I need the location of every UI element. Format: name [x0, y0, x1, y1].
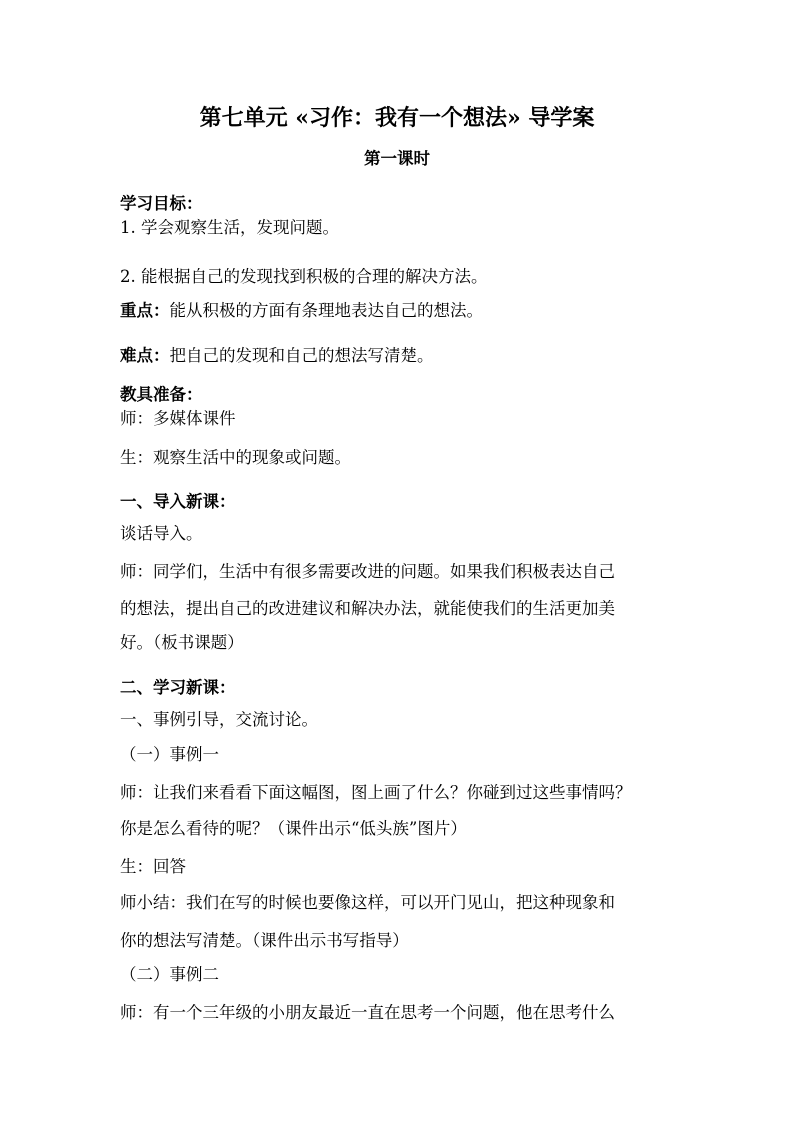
section1-heading: 一、导入新课： — [120, 492, 236, 511]
objective-1: 1. 学会观察生活，发现问题。 — [120, 218, 339, 237]
objectives-heading: 学习目标： — [120, 194, 203, 213]
section2-subheading: 一、事例引导，交流讨论。 — [120, 710, 318, 729]
materials-student: 生：观察生活中的现象或问题。 — [120, 448, 351, 467]
key-point-label: 重点： — [120, 301, 170, 320]
example1-line-2: 你是怎么看待的呢？（课件出示“低头族”图片） — [120, 819, 467, 838]
example1-student: 生：回答 — [120, 857, 186, 876]
difficulty — [120, 345, 434, 367]
key-point-text: 能从积极的方面有条理地表达自己的想法。 — [169, 301, 483, 320]
section1-paragraph-line-1: 师：同学们，生活中有很多需要改进的问题。如果我们积极表达自己 — [120, 562, 615, 581]
section2-heading: 二、学习新课： — [120, 678, 236, 697]
materials-heading: 教具准备： — [120, 385, 203, 404]
document-title: 第七单元 «习作：我有一个想法» 导学案 — [199, 105, 595, 131]
example1-label: （一）事例一 — [120, 745, 219, 764]
example2-label: （二）事例二 — [120, 965, 219, 984]
summary-line-1: 师小结：我们在写的时候也要像这样，可以开门见山，把这种现象和 — [120, 893, 615, 912]
example2-line-1: 师：有一个三年级的小朋友最近一直在思考一个问题，他在思考什么 — [120, 1003, 615, 1022]
section1-paragraph-line-3: 好。（板书课题） — [120, 633, 244, 652]
key-point — [120, 300, 483, 322]
difficulty-text: 把自己的发现和自己的想法写清楚。 — [169, 346, 434, 365]
materials-teacher: 师：多媒体课件 — [120, 409, 236, 428]
summary-line-2: 你的想法写清楚。（课件出示书写指导） — [120, 931, 409, 950]
difficulty-label: 难点： — [120, 346, 170, 365]
example1-line-1: 师：让我们来看看下面这幅图，图上画了什么？你碰到过这些事情吗？ — [120, 783, 632, 802]
document-subtitle: 第一课时 — [364, 149, 430, 168]
objective-2: 2. 能根据自己的发现找到积极的合理的解决方法。 — [120, 267, 488, 286]
section1-paragraph-line-2: 的想法，提出自己的改进建议和解决办法，就能使我们的生活更加美 — [120, 599, 615, 618]
section1-intro: 谈话导入。 — [120, 524, 203, 543]
